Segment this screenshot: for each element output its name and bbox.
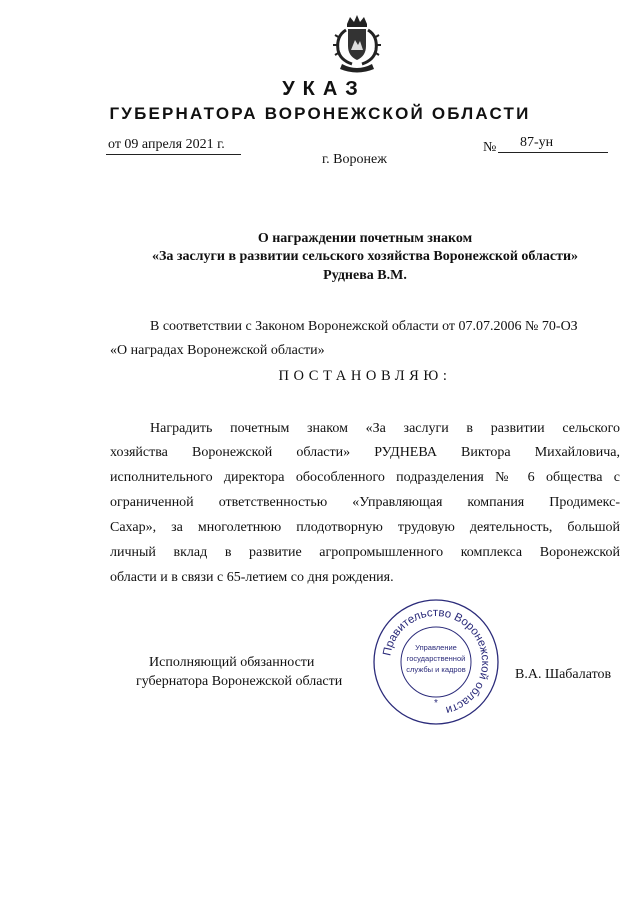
body-line: исполнительного директора обособленного подразделения № 6 общества с [110, 470, 620, 485]
subject-line-2: «За заслуги в развитии сельского хозяйства Воронежской области» [151, 249, 579, 264]
decree-date: от 09 апреля 2021 г. [108, 137, 225, 152]
official-stamp [370, 596, 502, 728]
basis-line-2: «О наградах Воронежской области» [110, 343, 325, 358]
subject-line-3: Руднева В.М. [323, 268, 407, 283]
stamp-center-line-3: службы и кадров [406, 665, 466, 674]
signer-name: В.А. Шабалатов [515, 667, 612, 682]
city: г. Воронеж [322, 152, 387, 167]
basis-line-1: В соответствии с Законом Воронежской области от 07.07.2006 № 70-ОЗ [150, 319, 578, 334]
stamp-ring-text: Правительство Воронежской области [381, 606, 492, 716]
stamp-center-line-1: Управление [415, 643, 457, 652]
body-line: области и в связи с 65-летием со дня рождения. [110, 570, 394, 585]
issuing-authority: ГУБЕРНАТОРА ВОРОНЕЖСКОЙ ОБЛАСТИ [109, 104, 531, 123]
number-underline [498, 152, 608, 153]
body-line: ограниченной ответственностью «Управляющая компания Продимекс- [110, 495, 620, 510]
date-underline [106, 154, 241, 155]
decree-number: 87-ун [520, 135, 554, 150]
body-line: личный вклад в развитие агропромышленного комплекса Воронежской [110, 545, 620, 560]
subject-line-1: О награждении почетным знаком [257, 231, 473, 246]
coat-of-arms-icon [330, 14, 384, 74]
signer-position-line-2: губернатора Воронежской области [136, 674, 343, 689]
body-line: хозяйства Воронежской области» РУДНЕВА Виктора Михайловича, [110, 445, 620, 460]
decree-word: ПОСТАНОВЛЯЮ: [278, 368, 452, 384]
document-title: УКАЗ [282, 78, 366, 100]
number-sign: № [483, 140, 497, 155]
stamp-center-line-2: государственной [406, 654, 466, 663]
signer-position-line-1: Исполняющий обязанности [149, 655, 315, 670]
body-line: Наградить почетным знаком «За заслуги в развитии сельского [150, 421, 620, 436]
stamp-star-icon: * [434, 698, 438, 709]
body-line: Сахар», за многолетнюю плодотворную трудовую деятельность, большой [110, 520, 620, 535]
